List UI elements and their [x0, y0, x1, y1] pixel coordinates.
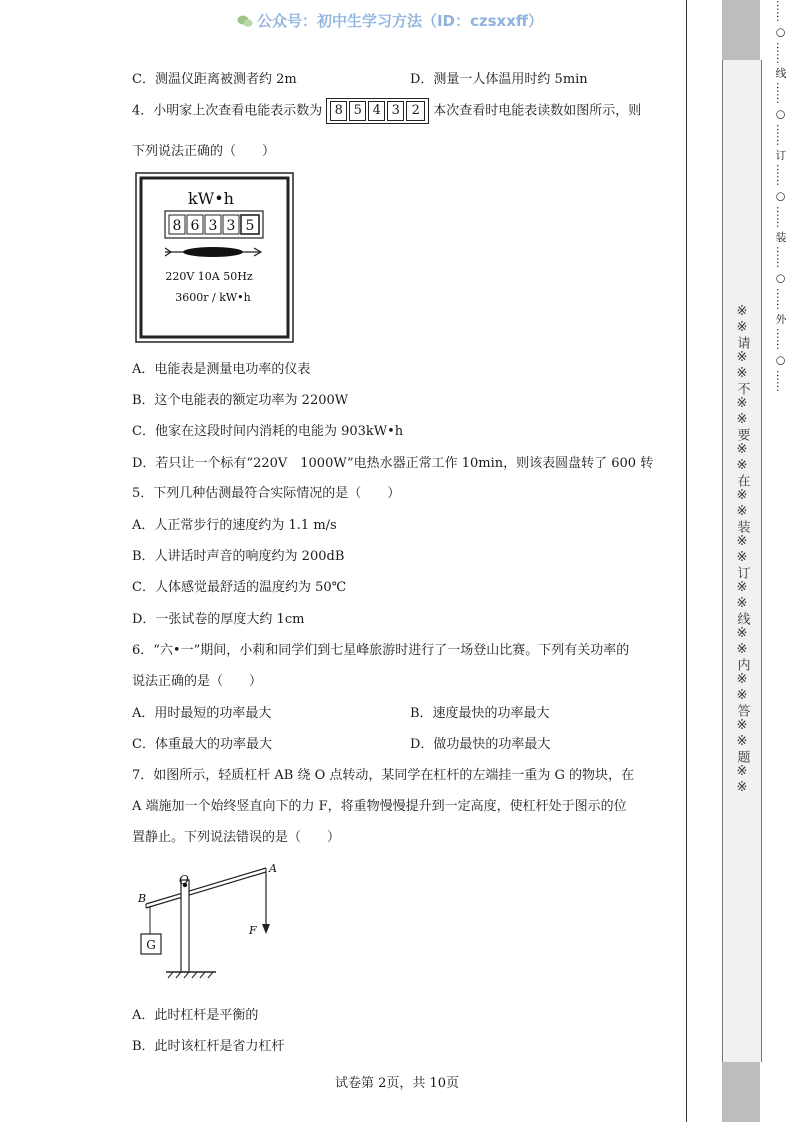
page-header: [210, 10, 570, 31]
q4-option-c: C．他家在这段时间内消耗的电能为 903kW•h: [132, 424, 404, 439]
binding-divider: [686, 0, 687, 1122]
meter-digit: 3: [208, 218, 218, 234]
q6-option-d: D．做功最快的功率最大: [410, 737, 551, 752]
previous-reading-box: [326, 98, 429, 124]
prev-digit: 4: [368, 101, 385, 121]
q4-stem-part1: 4．小明家上次查看电能表示数为: [132, 103, 323, 119]
q5-option-a: A．人正常步行的速度约为 1.1 m/s: [132, 518, 337, 533]
wechat-icon: [237, 14, 253, 28]
q5-stem: 5．下列几种估测最符合实际情况的是（ ）: [132, 486, 401, 501]
q6-stem-line1: 6．“六•一”期间，小莉和同学们到七星峰旅游时进行了一场登山比赛。下列有关功率的: [132, 643, 630, 658]
meter-digit: 6: [190, 218, 200, 234]
page-footer: 试卷第 2页，共 10页: [334, 1076, 460, 1091]
meter-spec-voltage: 220V 10A 50Hz: [165, 270, 253, 283]
q6-option-b: B．速度最快的功率最大: [410, 706, 550, 721]
lever-figure: [136, 858, 286, 988]
q5-option-d: D．一张试卷的厚度大约 1cm: [132, 612, 305, 627]
meter-digit: 8: [172, 218, 182, 234]
cut-line: …… ○ …… 线 …… ○ …… 订 …… ○ …… 装 …… ○ …… 外 …… ○ ……: [774, 0, 787, 392]
rotating-disc-icon: [165, 247, 261, 257]
prev-digit: 5: [349, 101, 366, 121]
q3-option-c: C．测温仪距离被测者约 2m: [132, 72, 297, 87]
meter-spec-revolutions: 3600r / kW•h: [175, 291, 251, 304]
q7-option-b: B．此时该杠杆是省力杠杆: [132, 1039, 285, 1054]
q7-option-a: A．此时杠杆是平衡的: [132, 1008, 259, 1023]
prev-digit: 3: [387, 101, 404, 121]
label-f: F: [249, 924, 257, 937]
q3-option-d: D．测量一人体温用时约 5min: [410, 72, 588, 87]
q7-stem-line2: A 端施加一个始终竖直向下的力 F，将重物慢慢提升到一定高度，使杠杆处于图示的位: [132, 799, 627, 814]
q4-stem-part2: 本次查看时电能表读数如图所示，则: [433, 103, 642, 119]
q7-stem-line3: 置静止。下列说法错误的是（ ）: [132, 830, 341, 845]
q4-stem-line1: [132, 98, 641, 124]
q5-option-c: C．人体感觉最舒适的温度约为 50℃: [132, 580, 347, 595]
header-text: 公众号：初中生学习方法（ID：czsxxff）: [256, 12, 544, 30]
label-o: O: [179, 873, 189, 887]
q6-option-a: A．用时最短的功率最大: [132, 706, 272, 721]
lever-bar: [146, 868, 266, 908]
prev-digit: 8: [330, 101, 347, 121]
meter-unit: kW•h: [188, 189, 234, 208]
label-a: A: [269, 862, 277, 875]
q4-option-d: D．若只让一个标有“220V 1000W”电热水器正常工作 10min，则该表圆盘转了 600 转: [132, 456, 654, 471]
q6-stem-line2: 说法正确的是（ ）: [132, 674, 263, 689]
arrow-head-icon: [262, 924, 270, 934]
weight-label: G: [146, 938, 156, 952]
q7-stem-line1: 7．如图所示，轻质杠杆 AB 绕 O 点转动，某同学在杠杆的左端挂一重为 G 的物块，在: [132, 768, 635, 783]
label-b: B: [138, 892, 147, 905]
meter-digit: 3: [226, 218, 236, 234]
q5-option-b: B．人讲话时声音的响度约为 200dB: [132, 549, 345, 564]
electricity-meter-figure: [135, 172, 295, 344]
binding-warning: ※※请※※不※※要※※在※※装※※订※※线※※内※※答※※题※※: [734, 304, 750, 796]
meter-digit: 5: [245, 218, 255, 234]
q4-option-b: B．这个电能表的额定功率为 2200W: [132, 393, 349, 408]
q4-stem-line2: 下列说法正确的（ ）: [132, 144, 276, 159]
q4-option-a: A．电能表是测量电功率的仪表: [132, 362, 311, 377]
q6-option-c: C．体重最大的功率最大: [132, 737, 272, 752]
prev-digit: 2: [406, 101, 425, 121]
